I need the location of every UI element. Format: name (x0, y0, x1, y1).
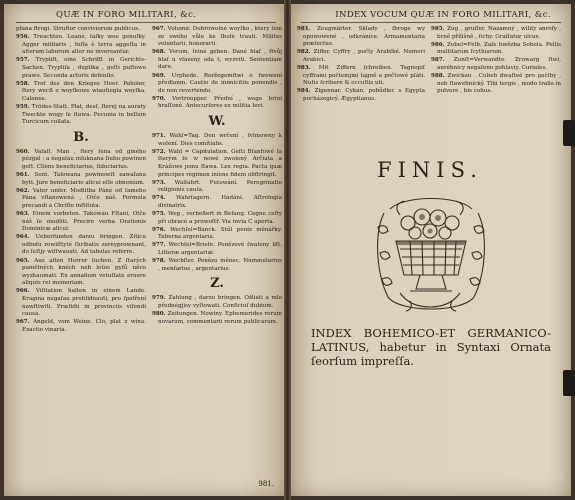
entry-text: Ueberſunden darzu bringen. Ziticu odboſu rowiſſtyté ſhribatis zereyprownant, do ſeſtjy wiſſwauati. Ad tabulas referre. (22, 234, 147, 256)
entry-text: Zwickau . Cubeb dwaſteé pro pačſby , neb ſtawebnický. Tibi tergis , modo tralis in pulvere , bis cohus. (437, 73, 561, 95)
glossary-entry (16, 26, 146, 34)
glossary-entry (16, 188, 146, 211)
glossary-entry (152, 258, 282, 273)
right-page (289, 4, 571, 496)
binder-clip (563, 370, 575, 396)
entry-number: 971. (152, 133, 170, 140)
glossary-entry (297, 49, 425, 64)
header-rule (301, 22, 561, 23)
entry-text: Viſitation halten in einem Lande. Kragina negaſau prohlidnauti, pro ſpatření nawftiwiti. Præſidii in provinciis viſendi causa. (22, 288, 146, 318)
entry-number: 962. (16, 187, 33, 194)
entry-number: 969. (152, 72, 172, 79)
entry-text: pfana ftrogi. Struftor conviviorum publicus. (16, 26, 140, 32)
glossary-entry (16, 211, 146, 234)
entry-number: 983. (297, 64, 319, 71)
entry-text: Walſahrt. Putowání. Peregrinatio religionis cauſa. (158, 179, 282, 194)
glossary-entry (16, 104, 146, 127)
glossary-entry (16, 288, 146, 318)
entry-text: Zobel=Felb. Zaſe hwězba Sobola. Pellis multiſarum ſcythiarum. (437, 41, 561, 56)
running-head-left: QUÆ IN FORO MILITARI, &c. (56, 10, 197, 20)
entry-text: Weg , verbeßert in Befang. Cegne ceſty při obracé a prowoſtř. Via invia C aperta. (158, 210, 282, 225)
index-note: INDEX BOHEMICO-ET GERMANICO-LATINUS, habetur in Syntaxi Ornata ſeorſum impreſſa. (311, 326, 551, 368)
entry-text: Zunſt=Verwandte. Zrowarg ſtwi, anréhnicy negaſeno pohlaviy. Curiales. (437, 57, 561, 71)
entry-text: Zigennar. Cykán, pobůdlec s Egypta pocházegicý. Ægyptianus. (303, 88, 425, 102)
glossary-entry (297, 88, 425, 103)
glossary-entry (431, 57, 561, 72)
entry-number: 988. (431, 73, 448, 80)
glossary-entry (297, 26, 425, 49)
entry-text: Ziffer. Cyffry , počty Arabſké. Numeri Arabici. (303, 49, 425, 63)
entry-text: Wahl = Capitulation. Geſti Bſanfowé ſa ſterým ſe w nowé zwolený Arčiata a Krážowe jemu ſtawa. Lex regia. Pacta quæ principes regimen iníens fidem obſtringit. (158, 148, 282, 178)
entry-text: Vater unſer. Modlitba Páné od ſameho Pâna vſtanowená , Otče náš. Formula precandi à Chriſto inſtituta. (22, 187, 146, 209)
entry-text: Einem vorbeten. Takowau Fſtani, Otče náš ſe modliti. Precire verba Orationis Dominicæ alicui. (22, 210, 146, 233)
glossary-entry (16, 149, 146, 172)
entry-text: Trypliſt, eine Schrifft in Gerichts-Sachen. Trypliſa , duplika , geſti puſtowo prawo. Secunda actoris defenſio. (22, 57, 146, 79)
entry-number: 968. (152, 49, 170, 56)
entry-text: Zug , gruſſer. Nazamný , wiliſy anrofy , brně přílišně , ſichy. Graſſatur ulcus. (437, 26, 561, 40)
section-letter: W. (208, 114, 226, 130)
finis-heading: FINIS. (377, 158, 483, 182)
entry-text: Vortroopper. Přední , wege brini hraſſoné. Antecurſores ex militia levi. (158, 95, 282, 110)
entry-text: Trödes-Statt. Plat, desſ, ſterej na auraty Tweckte wogy ſe ſtawa. Pecunia in bellum Turcicum collata. (22, 103, 146, 126)
entry-number: 980. (152, 310, 168, 317)
entry-number: 982. (297, 49, 314, 56)
entry-text: Zeitungen. Nowiny. Ephemerides rerum novarum, commentarii rerum publicarum. (158, 310, 282, 325)
entry-text: Aus alten Herrer ſuchen. Z ſtarých pamětných knéch neb letos pyſů něco wyzkaumati. Ex annalium vetuſtate eruere aliquis rei memoriam. (22, 257, 147, 287)
entry-number: 958. (16, 80, 34, 87)
entry-text: Wechſel=Banck. Stůl peníz měnářky. Taberna argentaria. (158, 226, 283, 241)
glossary-entry (152, 26, 282, 49)
book-gutter (284, 0, 291, 500)
entry-text: Vorum, ſeiné geben. Dané hlaſ , ſtvůj hlaſ u vſazeny oda t, wyzviti. Sententiam dare. (158, 49, 282, 71)
section-letter: Z. (210, 276, 224, 292)
entry-number: 965. (16, 257, 35, 264)
glossary-entry (152, 242, 282, 257)
glossary-entry (152, 73, 282, 96)
entry-text: Urphede. Roržegemſtwi o ſwewení předlanm. Cautio de inimicitiis ponendis , de non revertendo. (158, 72, 283, 94)
entry-text: Volumir. Dobrowolné woyſko , ktery ſem ze swého vůle ke ſbolé trauti. Milites voluntarii, honorarii. (158, 26, 282, 48)
page-number: 981. (258, 480, 274, 488)
glossary-entry (16, 81, 146, 104)
glossary-entry (152, 227, 282, 242)
entry-number: 956. (16, 34, 34, 41)
entry-text: Mit Ziffern ſchreiben. Tagnopiſ cyfframi počtemjmi tagně a počtowé pſáti. Nutis ſcribere & occultis uti. (303, 64, 426, 87)
glossary-entry (16, 234, 146, 257)
entry-text: Angeld, vom Weine. Clo, plat z wína. Exactio vinaria. (22, 319, 146, 333)
entry-number: 976. (152, 226, 171, 233)
entry-text: Vaſall. Man , ſtery ſena od giného pézgal ; a negaſau mluknana ſiubu powinen geſt. Cliens beneficiarius, ſiduciarius. (22, 148, 146, 170)
glossary-entry (152, 96, 282, 111)
running-head-right: INDEX VOCUM QUÆ IN FORO MILITARI, &c. (335, 10, 551, 20)
entry-number: 984. (297, 88, 315, 95)
left-page (4, 4, 286, 496)
entry-number: 966. (16, 288, 36, 295)
entry-text: Zeugmärter. Sklady , ſbroge wy opowowené , odkráníce. Armamentaria præſectus. (303, 26, 425, 48)
entry-number: 959. (16, 103, 32, 110)
basket-ornament-illustration (370, 193, 492, 319)
glossary-entry (152, 195, 282, 210)
glossary-entry (152, 149, 282, 179)
entry-number: 973. (152, 179, 175, 186)
glossary-entry (297, 65, 425, 88)
entry-number: 987. (431, 57, 454, 64)
entry-number: 972. (152, 148, 169, 155)
entry-number: 963. (16, 210, 33, 217)
left-column-b (152, 26, 282, 327)
binder-clip (563, 120, 575, 146)
entry-number: 977. (152, 242, 169, 249)
header-rule (16, 22, 276, 23)
entry-number: 975. (152, 210, 168, 217)
entry-number: 960. (16, 148, 35, 155)
entry-text: Treachten. Leane, ſaſky woe genuſky. Agger militaris , foſſa è terra aggeſta in alterum laborum alter ne invereantur. (22, 34, 146, 56)
entry-number: 981. (297, 26, 318, 32)
glossary-entry (152, 295, 282, 310)
entry-number: 967. (152, 26, 168, 32)
entry-number: 985. (431, 26, 448, 32)
glossary-entry (431, 42, 561, 57)
glossary-entry (152, 133, 282, 148)
entry-number: 970. (152, 95, 173, 102)
glossary-entry (152, 311, 282, 326)
entry-number: 986. (431, 41, 448, 48)
entry-number: 978. (152, 258, 169, 265)
entry-number: 979. (152, 295, 169, 302)
glossary-entry (16, 57, 146, 80)
glossary-entry (16, 172, 146, 187)
right-column-a (297, 26, 425, 104)
entry-number: 967. (16, 319, 34, 326)
entry-text: Wechſel=Briefe. Penězové ſwaſeny liſt. Litteræ argentariæ. (158, 242, 282, 256)
entry-text: Wechſler. Penězo měnec. Nummularius , menſarius , argentarius. (158, 258, 283, 272)
glossary-entry (16, 319, 146, 334)
entry-number: 957. (16, 57, 36, 64)
left-column-a (16, 26, 146, 335)
entry-number: 974. (152, 195, 176, 202)
glossary-entry (16, 34, 146, 57)
glossary-entry (152, 180, 282, 195)
glossary-entry (431, 26, 561, 41)
entry-number: 964. (16, 234, 36, 241)
glossary-entry (152, 49, 282, 72)
glossary-entry (152, 211, 282, 226)
entry-text: Sent. Talowana powinowſt zawaſana byti. Jure beneficiario alicui eſſe obnoxium. (22, 172, 146, 186)
entry-number: 961. (16, 172, 35, 178)
glossary-entry (16, 258, 146, 288)
entry-text: Troſ des den Krieges Heer. Paholer, ſtery wecß o woyſkowe wiautiegla woyſka. Calones. (22, 80, 146, 102)
entry-text: Zahlung , darzu bringen. Ožliati a mlo přednégjisy vyſtowati. Conſiciuſ dubium. (158, 295, 282, 309)
right-column-b (431, 26, 561, 96)
section-letter: B. (73, 129, 89, 145)
entry-text: Wahrſagern. Hádání. Aſtrologia divinatrix. (158, 195, 282, 209)
glossary-entry (431, 73, 561, 96)
entry-text: Wahl=Tag. Den wrčení , ſvlmowny k wolení. Dies comitialis. (158, 133, 282, 147)
